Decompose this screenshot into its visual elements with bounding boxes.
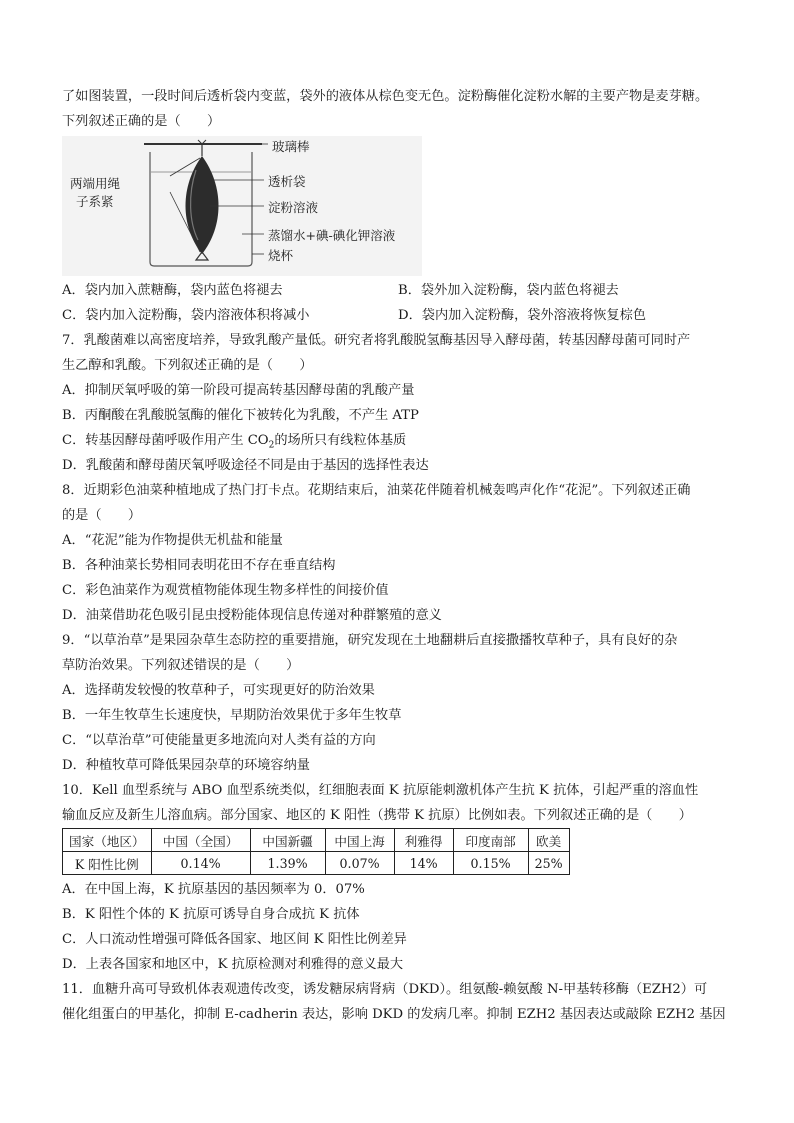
option-d: D．袋内加入淀粉酶，袋外溶液将恢复棕色: [398, 308, 646, 323]
table-cell: 0.15%: [453, 852, 528, 875]
q6-stem-line: 下列叙述正确的是（ ）: [62, 114, 221, 129]
option-b: B．各种油菜长势相同表明花田不存在垂直结构: [62, 558, 336, 573]
table-header-cell: 中国（全国）: [151, 829, 250, 852]
document-page: [62, 84, 734, 1027]
q10-stem-line: 10．Kell 血型系统与 ABO 血型系统类似，红细胞表面 K 抗原能刺激机体产生抗 K 抗体，引起严重的溶血性: [62, 783, 699, 798]
rope-label-line2: 子系紧: [76, 194, 114, 209]
table-cell: 25%: [528, 852, 569, 875]
option-d: D．种植牧草可降低果园杂草的环境容纳量: [62, 758, 310, 773]
option-b: B．一年生牧草生长速度快，早期防治效果优于多年生牧草: [62, 708, 402, 723]
option-b: B．袋外加入淀粉酶，袋内蓝色将褪去: [398, 283, 619, 298]
option-a: A．抑制厌氧呼吸的第一阶段可提高转基因酵母菌的乳酸产量: [62, 383, 415, 398]
q6-options-row: [62, 303, 734, 328]
q7-stem-line: 生乙醇和乳酸。下列叙述正确的是（ ）: [62, 358, 313, 373]
q11-stem-line: 催化组蛋白的甲基化，抑制 E-cadherin 表达，影响 DKD 的发病几率。抑制 EZH2 基因表达或敲除 EZH2 基因: [62, 1007, 726, 1022]
option-a: A．“花泥”能为作物提供无机盐和能量: [62, 533, 283, 548]
q11-stem-line: 11．血糖升高可导致机体表观遗传改变，诱发糖尿病肾病（DKD）。组氨酸-赖氨酸 N-甲基转移酶（EZH2）可: [62, 982, 708, 997]
option-b: B．K 阳性个体的 K 抗原可诱导自身合成抗 K 抗体: [62, 907, 360, 922]
q9-stem-line: 9．“以草治草”是果园杂草生态防控的重要措施，研究发现在土地翻耕后直接撒播牧草种子，具有良好的杂: [62, 633, 678, 648]
option-a: A．袋内加入蔗糖酶，袋内蓝色将褪去: [62, 283, 283, 298]
option-c-text-end: 的场所只有线粒体基质: [274, 433, 407, 448]
table-cell: 0.14%: [151, 852, 250, 875]
option-a: A．在中国上海，K 抗原基因的基因频率为 0．07%: [62, 882, 365, 897]
table-cell: 1.39%: [250, 852, 325, 875]
q8-stem-line: 8．近期彩色油菜种植地成了热门打卡点。花期结束后，油菜花伴随着机械轰鸣声化作“花泥”。下列叙述正确: [62, 483, 691, 498]
table-cell: 0.07%: [325, 852, 394, 875]
option-d: D．乳酸菌和酵母菌厌氧呼吸途径不同是由于基因的选择性表达: [62, 458, 429, 473]
k-positive-ratio-table: [62, 828, 570, 875]
iodine-solution-label: 蒸馏水+碘-碘化钾溶液: [268, 228, 396, 243]
table-header-row: [63, 829, 570, 852]
dialysis-bag-label: 透析袋: [268, 174, 306, 189]
table-header-cell: 利雅得: [394, 829, 453, 852]
option-b: B．丙酮酸在乳酸脱氢酶的催化下被转化为乳酸，不产生 ATP: [62, 408, 419, 423]
q6-options-row: [62, 278, 734, 303]
option-d: D．油菜借助花色吸引昆虫授粉能体现信息传递对种群繁殖的意义: [62, 608, 442, 623]
table-header-cell: 欧美: [528, 829, 569, 852]
table-row: [63, 852, 570, 875]
table-header-cell: 中国上海: [325, 829, 394, 852]
q7-stem-line: 7．乳酸菌难以高密度培养，导致乳酸产量低。研究者将乳酸脱氢酶基因导入酵母菌，转基因酵母菌可同时产: [62, 333, 691, 348]
option-c-text: C．转基因酵母菌呼吸作用产生 CO: [62, 433, 269, 448]
table-header-cell: 国家（地区）: [63, 829, 152, 852]
q10-stem-line: 输血反应及新生儿溶血病。部分国家、地区的 K 阳性（携带 K 抗原）比例如表。下列叙述正确的是（ ）: [62, 808, 692, 823]
option-c: C．人口流动性增强可降低各国家、地区间 K 阳性比例差异: [62, 932, 407, 947]
subscript: 2: [268, 440, 275, 451]
q8-stem-line: 的是（ ）: [62, 508, 142, 523]
option-c: C．彩色油菜作为观赏植物能体现生物多样性的间接价值: [62, 583, 389, 598]
dialysis-bag-figure: [62, 136, 734, 276]
option-d: D．上表各国家和地区中，K 抗原检测对利雅得的意义最大: [62, 957, 404, 972]
option-a: A．选择萌发较慢的牧草种子，可实现更好的防治效果: [62, 683, 375, 698]
q6-stem-line: 了如图装置，一段时间后透析袋内变蓝，袋外的液体从棕色变无色。淀粉酶催化淀粉水解的主要产物是麦芽糖。: [62, 89, 709, 104]
table-header-cell: 中国新疆: [250, 829, 325, 852]
q9-stem-line: 草防治效果。下列叙述错误的是（ ）: [62, 658, 300, 673]
table-cell: K 阳性比例: [63, 852, 152, 875]
option-c: C．袋内加入淀粉酶，袋内溶液体积将减小: [62, 308, 310, 323]
starch-solution-label: 淀粉溶液: [268, 200, 319, 215]
table-header-cell: 印度南部: [453, 829, 528, 852]
rope-label-line1: 两端用绳: [70, 176, 121, 191]
glass-rod-label: 玻璃棒: [272, 139, 310, 154]
option-c: [62, 428, 734, 453]
table-cell: 14%: [394, 852, 453, 875]
beaker-label: 烧杯: [268, 248, 294, 263]
option-c: C．“以草治草”可使能量更多地流向对人类有益的方向: [62, 733, 376, 748]
